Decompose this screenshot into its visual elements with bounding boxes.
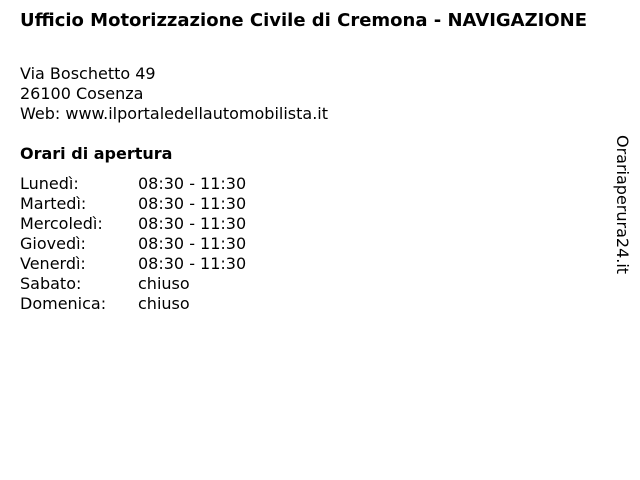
day-label: Lunedì: (20, 174, 79, 193)
day-label: Domenica: (20, 294, 107, 313)
time-value: 08:30 - 11:30 (138, 234, 247, 253)
watermark-text: Orariaperura24.it (613, 135, 632, 275)
day-label: Venerdì: (20, 254, 86, 273)
address-street: Via Boschetto 49 (20, 64, 156, 83)
day-label: Martedì: (20, 194, 87, 213)
time-value: chiuso (138, 294, 190, 313)
day-label: Giovedì: (20, 234, 86, 253)
site-watermark (612, 135, 632, 310)
address-city: 26100 Cosenza (20, 84, 144, 103)
address-block (20, 64, 328, 124)
time-value: chiuso (138, 274, 190, 293)
day-label: Mercoledì: (20, 214, 103, 233)
page-title: Ufficio Motorizzazione Civile di Cremona - NAVIGAZIONE (20, 10, 588, 31)
time-value: 08:30 - 11:30 (138, 194, 247, 213)
time-value: 08:30 - 11:30 (138, 174, 247, 193)
time-value: 08:30 - 11:30 (138, 254, 247, 273)
address-web: Web: www.ilportaledellautomobilista.it (20, 104, 328, 123)
time-value: 08:30 - 11:30 (138, 214, 247, 233)
hours-heading: Orari di apertura (20, 144, 173, 163)
day-label: Sabato: (20, 274, 82, 293)
